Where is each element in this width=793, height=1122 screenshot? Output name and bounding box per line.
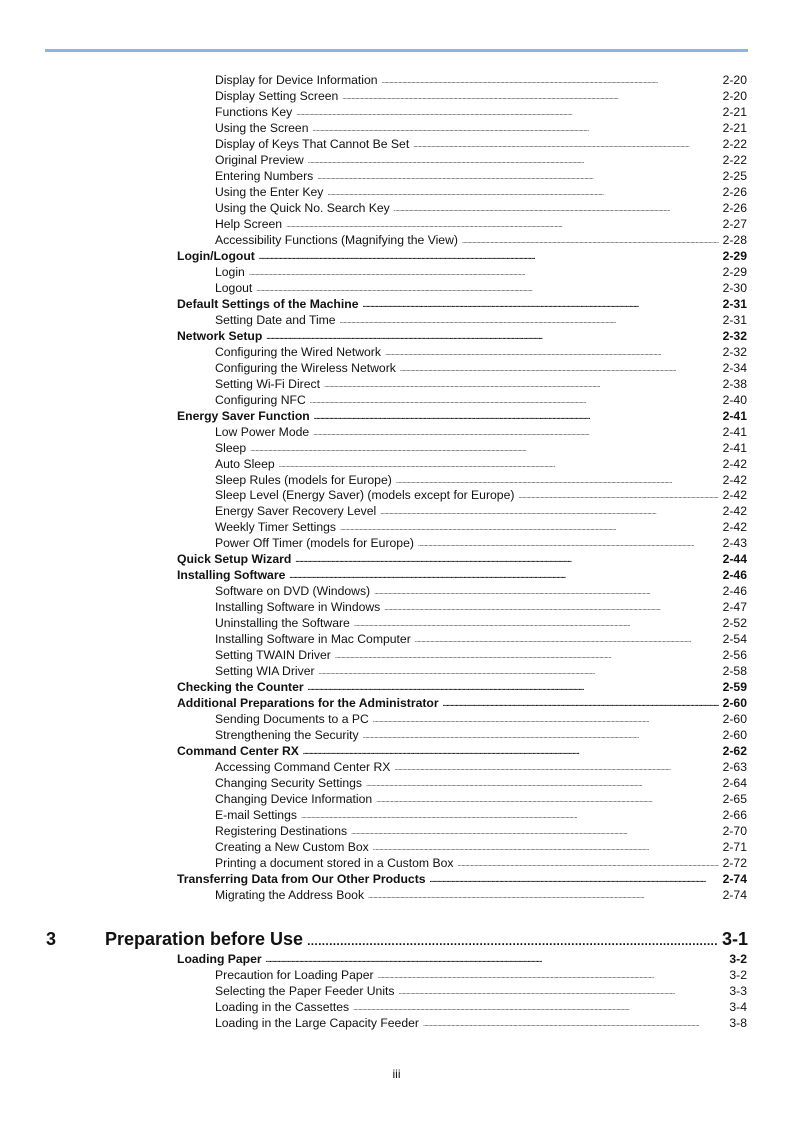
toc-section-entry[interactable] [177,408,747,424]
toc-subsection-entry[interactable] [215,312,747,328]
toc-subsection-entry[interactable] [215,647,747,663]
toc-entry-label: Setting Wi-Fi Direct [215,376,320,391]
toc-subsection-entry[interactable] [215,631,747,647]
toc-entry-page: 2-25 [722,168,747,183]
toc-entry-label: Configuring the Wired Network [215,344,381,359]
toc-subsection-entry[interactable] [215,839,747,855]
toc-entry-label: Low Power Mode [215,424,310,439]
toc-entry-label: Creating a New Custom Box [215,840,369,855]
toc-entry-page: 2-46 [722,568,747,583]
toc-subsection-entry[interactable] [215,200,747,216]
dot-leader [373,839,719,855]
toc-entry-page: 2-41 [722,408,747,423]
toc-entry-label: Using the Screen [215,120,309,135]
toc-entry-page: 2-22 [722,152,747,167]
toc-entry-label: Display Setting Screen [215,88,339,103]
toc-section-entry[interactable] [177,296,747,312]
dot-leader [314,408,719,424]
toc-entry-page: 3-2 [729,968,747,982]
dot-leader [266,328,718,344]
chapter-title: Preparation before Use [105,929,304,949]
dot-leader [368,887,719,903]
header-rule [45,49,748,52]
toc-entry-label: Command Center RX [177,744,299,759]
dot-leader [342,88,718,104]
toc-subsection-entry[interactable] [215,440,747,456]
dot-leader [378,967,726,983]
dot-leader [415,631,719,647]
toc-section-entry[interactable] [177,248,747,264]
toc-entry-label: Functions Key [215,104,293,119]
toc-entry-label: Loading in the Cassettes [215,1000,350,1014]
toc-entry-label: Precaution for Loading Paper [215,968,374,982]
toc-entry-label: Sleep Rules (models for Europe) [215,472,392,487]
dot-leader [366,775,719,791]
toc-entry-label: Printing a document stored in a Custom Box [215,856,454,871]
toc-entry-label: Installing Software [177,568,286,583]
toc-entry-page: 2-20 [722,88,747,103]
toc-entry-page: 2-40 [722,392,747,407]
toc-entry-label: Configuring the Wireless Network [215,360,396,375]
toc-subsection-entry[interactable] [215,456,747,472]
toc-entry-page: 2-21 [722,104,747,119]
toc-subsection-entry[interactable] [215,823,747,839]
toc-entry-label: Network Setup [177,328,263,343]
toc-subsection-entry[interactable] [215,615,747,631]
toc-entry-label: Loading Paper [177,952,262,966]
toc-subsection-entry[interactable] [215,120,747,136]
toc-subsection-entry[interactable] [215,88,747,104]
toc-subsection-entry[interactable] [215,855,747,871]
toc-subsection-entry[interactable] [215,887,747,903]
dot-leader [307,928,718,950]
toc-entry-page: 2-44 [722,552,747,567]
toc-entry-label: Sleep Level (Energy Saver) (models except for Europe) [215,488,515,503]
toc-section-entry[interactable] [177,951,747,967]
toc-entry-label: Energy Saver Recovery Level [215,504,377,519]
toc-entry-page: 2-54 [722,632,747,647]
toc-subsection-entry[interactable] [215,487,747,503]
toc-entry-label: Accessibility Functions (Magnifying the View) [215,232,458,247]
dot-leader [303,743,719,759]
dot-leader [327,184,718,200]
toc-entry-label: Using the Quick No. Search Key [215,200,390,215]
toc-subsection-entry[interactable] [215,360,747,376]
toc-subsection-entry[interactable] [215,264,747,280]
toc-entry-label: Sending Documents to a PC [215,712,369,727]
dot-leader [457,855,718,871]
toc-entry-label: E-mail Settings [215,808,297,823]
toc-subsection-entry[interactable] [215,104,747,120]
dot-leader [373,711,719,727]
toc-subsection-entry[interactable] [215,72,747,88]
toc-entry-page: 2-29 [722,264,747,279]
toc-entry-label: Login/Logout [177,248,255,263]
dot-leader [362,296,718,312]
toc-entry-page: 2-27 [722,216,747,231]
toc-entry-label: Selecting the Paper Feeder Units [215,984,395,998]
dot-leader [319,663,719,679]
toc-entry-page: 2-60 [722,696,747,711]
dot-leader [353,999,725,1015]
toc-subsection-entry[interactable] [215,519,747,535]
toc-entry-label: Installing Software in Mac Computer [215,632,411,647]
toc-entry-page: 2-41 [722,440,747,455]
toc-entry-page: 2-65 [722,792,747,807]
dot-leader [418,535,719,551]
toc-section-entry[interactable] [177,551,747,567]
toc-section-entry[interactable] [177,695,747,711]
toc-entry-page: 2-32 [722,344,747,359]
toc-subsection-entry[interactable] [215,535,747,551]
toc-entry-label: Display of Keys That Cannot Be Set [215,136,410,151]
toc-subsection-entry[interactable] [215,807,747,823]
toc-entry-page: 2-26 [722,200,747,215]
toc-section-entry[interactable] [177,328,747,344]
toc-entry-label: Energy Saver Function [177,408,310,423]
toc-entry-label: Loading in the Large Capacity Feeder [215,1016,419,1030]
dot-leader [413,136,718,152]
toc-entry-page: 2-60 [722,712,747,727]
toc-subsection-entry[interactable] [215,280,747,296]
dot-leader [394,200,719,216]
chapter-number: 3 [46,929,57,949]
toc-subsection-entry[interactable] [215,599,747,615]
dot-leader [340,519,719,535]
dot-leader [259,248,719,264]
dot-leader [394,759,718,775]
toc-entry-page: 2-42 [722,472,747,487]
dot-leader [423,1015,725,1031]
toc-entry-page: 2-52 [722,616,747,631]
toc-subsection-entry[interactable] [215,983,747,999]
toc-entry-page: 2-28 [722,232,747,247]
toc-entry-page: 2-22 [722,136,747,151]
toc-subsection-entry[interactable] [215,999,747,1015]
toc-entry-label: Accessing Command Center RX [215,760,391,775]
toc-subsection-entry[interactable] [215,376,747,392]
toc-entry-label: Using the Enter Key [215,184,324,199]
dot-leader [462,232,719,248]
toc-entry-label: Changing Security Settings [215,776,363,791]
toc-entry-label: Setting WIA Driver [215,664,315,679]
dot-leader [279,456,719,472]
toc-entry-page: 2-42 [722,504,747,519]
toc-subsection-entry[interactable] [215,791,747,807]
dot-leader [324,376,719,392]
dot-leader [317,168,718,184]
toc-entry-page: 2-70 [722,824,747,839]
toc-subsection-entry[interactable] [215,472,747,488]
dot-leader [308,152,719,168]
dot-leader [340,312,719,328]
toc-entry-label: Auto Sleep [215,456,275,471]
dot-leader [310,392,719,408]
dot-leader [250,440,718,456]
toc-section-entry[interactable] [177,679,747,695]
toc-entry-label: Entering Numbers [215,168,314,183]
toc-entry-label: Installing Software in Windows [215,600,381,615]
toc-entry-label: Software on DVD (Windows) [215,584,371,599]
toc-section-entry[interactable] [177,743,747,759]
toc-entry-page: 2-20 [722,73,747,87]
toc-entry-label: Migrating the Address Book [215,887,365,902]
toc-subsection-entry[interactable] [215,152,747,168]
dot-leader [443,695,719,711]
toc-entry-page: 2-29 [722,248,747,263]
toc-entry-page: 2-42 [722,488,747,503]
toc-subsection-entry[interactable] [215,216,747,232]
dot-leader [256,280,718,296]
toc-entry-page: 2-63 [722,760,747,775]
toc-entry-label: Original Preview [215,152,304,167]
toc-entry-page: 2-21 [722,120,747,135]
toc-entry-label: Strengthening the Security [215,728,359,743]
toc-entry-label: Display for Device Information [215,73,378,87]
toc-subsection-entry[interactable] [215,583,747,599]
dot-leader [400,360,719,376]
toc-entry-page: 2-60 [722,728,747,743]
dot-leader [376,791,718,807]
toc-entry-page: 2-42 [722,520,747,535]
dot-leader [286,216,719,232]
toc-entry-label: Login [215,264,245,279]
toc-entry-page: 2-30 [722,280,747,295]
toc-entry-label: Configuring NFC [215,392,306,407]
toc-entry-page: 2-58 [722,664,747,679]
dot-leader [380,503,718,519]
toc-entry-label: Power Off Timer (models for Europe) [215,536,414,551]
toc-section-entry[interactable] [177,567,747,583]
dot-leader [289,567,718,583]
toc-section-entry[interactable] [177,871,747,887]
toc-subsection-entry[interactable] [215,775,747,791]
toc-subsection-entry[interactable] [215,168,747,184]
toc-entry-label: Checking the Counter [177,680,304,695]
toc-entry-page: 2-62 [722,744,747,759]
toc-entry-label: Quick Setup Wizard [177,552,292,567]
toc-entry-page: 2-31 [722,312,747,327]
toc-entry-label: Sleep [215,440,247,455]
dot-leader [363,727,719,743]
toc-entry-label: Uninstalling the Software [215,616,350,631]
toc-entry-page: 2-38 [722,376,747,391]
toc-entry-page: 2-31 [722,296,747,311]
toc-entry-label: Weekly Timer Settings [215,520,337,535]
dot-leader [295,551,718,567]
toc-entry-page: 3-3 [729,984,747,998]
toc-entry-label: Registering Destinations [215,824,348,839]
toc-subsection-entry[interactable] [215,503,747,519]
toc-entry-page: 2-56 [722,648,747,663]
dot-leader [351,823,718,839]
toc-subsection-entry[interactable] [215,184,747,200]
toc-entry-label: Setting Date and Time [215,312,336,327]
dot-leader [384,599,718,615]
chapter-page: 3-1 [721,929,748,949]
toc-entry-label: Default Settings of the Machine [177,296,359,311]
toc-entry-page: 2-64 [722,776,747,791]
toc-entry-label: Help Screen [215,216,283,231]
toc-entry-label: Additional Preparations for the Administrator [177,696,439,711]
dot-leader [335,647,719,663]
dot-leader [385,344,719,360]
toc-subsection-entry[interactable] [215,967,747,983]
toc-entry-page: 3-4 [729,1000,747,1014]
dot-leader [430,871,719,887]
toc-entry-page: 2-74 [722,872,747,886]
toc-subsection-entry[interactable] [215,424,747,440]
toc-subsection-entry[interactable] [215,344,747,360]
dot-leader [396,472,719,488]
chapter-heading[interactable] [46,928,748,950]
toc-entry-page: 2-32 [722,328,747,343]
toc-entry-page: 2-43 [722,536,747,551]
toc-entry-label: Setting TWAIN Driver [215,648,331,663]
toc-entry-label: Logout [215,280,253,295]
dot-leader [374,583,718,599]
toc-subsection-entry[interactable] [215,136,747,152]
dot-leader [399,983,726,999]
dot-leader [382,72,719,88]
toc-entry-label: Transferring Data from Our Other Products [177,872,426,886]
dot-leader [518,487,718,503]
toc-entry-label: Changing Device Information [215,792,373,807]
toc-subsection-entry[interactable] [215,663,747,679]
dot-leader [313,120,719,136]
toc-entry-page: 2-34 [722,360,747,375]
toc-entry-page: 2-72 [722,856,747,871]
toc-subsection-entry[interactable] [215,1015,747,1031]
toc-entry-page: 2-59 [722,680,747,695]
toc-subsection-entry[interactable] [215,727,747,743]
toc-entry-page: 2-71 [722,840,747,855]
dot-leader [354,615,719,631]
dot-leader [266,951,726,967]
toc-entry-page: 2-47 [722,600,747,615]
toc-subsection-entry[interactable] [215,232,747,248]
dot-leader [296,104,718,120]
toc-subsection-entry[interactable] [215,711,747,727]
toc-subsection-entry[interactable] [215,759,747,775]
toc-entry-page: 2-66 [722,808,747,823]
dot-leader [308,679,719,695]
page-number: iii [392,1067,401,1081]
toc-entry-page: 2-46 [722,584,747,599]
toc-entry-page: 2-41 [722,424,747,439]
toc-entry-page: 2-74 [722,887,747,902]
toc-entry-page: 3-8 [729,1016,747,1030]
toc-entry-page: 2-42 [722,456,747,471]
toc-subsection-entry[interactable] [215,392,747,408]
dot-leader [313,424,718,440]
dot-leader [249,264,719,280]
toc-entry-page: 3-2 [729,952,747,966]
dot-leader [301,807,719,823]
toc-entry-page: 2-26 [722,184,747,199]
